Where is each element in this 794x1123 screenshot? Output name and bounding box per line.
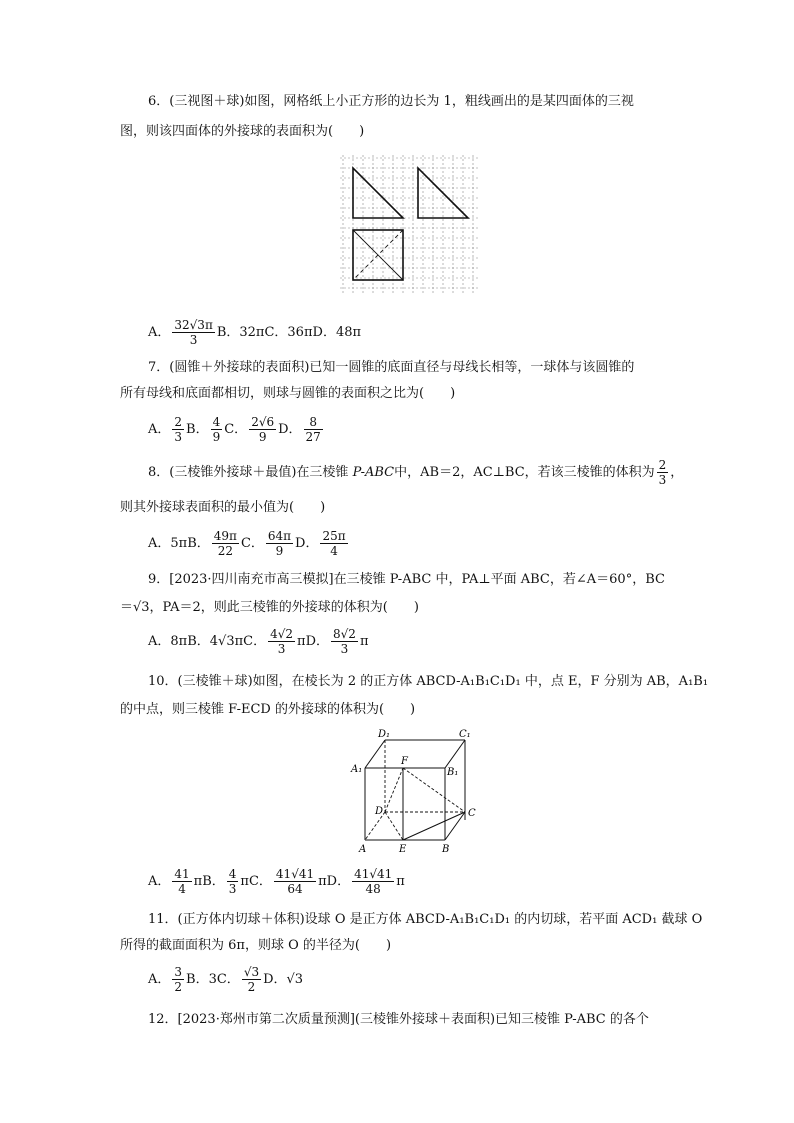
- q10-line1: 10．(三棱锥＋球)如图，在棱长为 2 的正方体 ABCD-A₁B₁C₁D₁ 中，点 E，F 分别为 AB，A₁B₁: [148, 674, 709, 689]
- q9-option-d-label[interactable]: D．: [305, 634, 330, 649]
- q7-option-a-fraction: [172, 415, 184, 444]
- q11-line2: 所得的截面面积为 6π，则球 O 的半径为( ): [120, 938, 392, 953]
- q10-option-c-fraction: [274, 867, 316, 896]
- q10-option-b-fraction: [227, 867, 239, 896]
- q6-option-a-label[interactable]: A．: [148, 325, 171, 340]
- q9-option-c-label[interactable]: C．: [243, 634, 267, 649]
- q9-option-b[interactable]: B．4√3π: [187, 634, 244, 649]
- numerator: 8: [304, 415, 323, 430]
- q11-option-c-fraction: [242, 965, 261, 994]
- numerator: 2: [174, 415, 183, 429]
- q11-option-a-fraction: [172, 965, 184, 994]
- numerator: 4√2: [270, 627, 294, 641]
- q10-option-b-suffix: π: [240, 874, 249, 889]
- q11-option-b[interactable]: B．3: [186, 972, 217, 987]
- denominator: 9: [258, 430, 267, 444]
- label-D: D: [375, 806, 384, 817]
- three-view-figure: [338, 153, 483, 298]
- numerator: 3: [174, 965, 183, 979]
- q7-option-c-fraction: [249, 415, 276, 444]
- label-D1: D₁: [378, 729, 391, 740]
- numerator: 4: [228, 867, 237, 881]
- label-B: B: [442, 844, 450, 855]
- q7-line1: 7．(圆锥＋外接球的表面积)已知一圆锥的底面直径与母线长相等，一球体与该圆锥的: [148, 360, 635, 375]
- q6-line1: 6．(三视图＋球)如图，网格纸上小正方形的边长为 1，粗线画出的是某四面体的三视: [148, 94, 634, 109]
- q8-option-b-label[interactable]: B．: [187, 536, 210, 551]
- denominator: 22: [217, 544, 233, 558]
- denominator: 27: [305, 430, 321, 444]
- q10-option-d-fraction: [352, 867, 394, 896]
- numerator: 25π: [322, 529, 346, 543]
- q8-option-c-fraction: [266, 529, 293, 558]
- q7-option-b-label[interactable]: B．: [186, 422, 209, 437]
- q6-line2: 图，则该四面体的外接球的表面积为( ): [120, 124, 365, 139]
- numerator: 49π: [213, 529, 237, 543]
- label-C1: C₁: [459, 729, 471, 740]
- q8-line2: 则其外接球表面积的最小值为( ): [120, 500, 326, 515]
- label-F: F: [401, 756, 408, 767]
- denominator: 3: [658, 473, 667, 487]
- label-A1: A₁: [351, 764, 363, 775]
- numerator: 32√3π: [174, 318, 213, 332]
- denominator: 9: [212, 430, 221, 444]
- q8-line1: 8．(三棱锥外接球＋最值)在三棱锥 P-ABC中，AB＝2，AC⊥BC，若该三棱锥的体积为 $\frac{2}{3}$ ，: [148, 458, 684, 487]
- numerator: 2√6: [251, 415, 275, 429]
- q7-option-d-fraction: [304, 415, 323, 444]
- q9-option-d-suffix: π: [359, 634, 369, 649]
- denominator: 48: [365, 882, 381, 896]
- numerator: 4: [212, 415, 221, 429]
- label-B1: B₁: [447, 767, 459, 778]
- q9-options: [148, 626, 368, 658]
- q9-option-c-fraction: [268, 627, 295, 656]
- denominator: 3: [228, 882, 237, 896]
- q11-options: [148, 964, 303, 996]
- q8-option-d-fraction: [320, 529, 347, 558]
- denominator: 2: [174, 980, 183, 994]
- q8-text-pre: 8．(三棱锥外接球＋最值)在三棱锥: [148, 465, 353, 480]
- q8-options: [148, 528, 350, 560]
- denominator: 4: [178, 882, 186, 896]
- q7-option-b-fraction: [211, 415, 223, 444]
- denominator: 64: [287, 882, 303, 896]
- q12-line1: 12．[2023·郑州市第二次质量预测](三棱锥外接球＋表面积)已知三棱锥 P-ABC 的各个: [148, 1012, 649, 1027]
- q6-option-c[interactable]: C．36π: [264, 325, 313, 340]
- q8-pyramid-name: P-ABC: [352, 465, 395, 480]
- q10-options: [148, 866, 405, 898]
- q7-line2: 所有母线和底面都相切，则球与圆锥的表面积之比为( ): [120, 386, 456, 401]
- denominator: 2: [247, 980, 256, 994]
- numerator: 41√41: [275, 867, 315, 881]
- denominator: 3: [277, 642, 286, 656]
- q9-option-c-suffix: π: [297, 634, 306, 649]
- q6-option-b[interactable]: B．32π: [216, 325, 265, 340]
- numerator: 41: [174, 867, 190, 881]
- q8-option-c-label[interactable]: C．: [240, 536, 264, 551]
- q10-option-a-label[interactable]: A．: [148, 874, 171, 889]
- q10-option-c-label[interactable]: C．: [248, 874, 272, 889]
- q10-option-d-suffix: π: [396, 874, 405, 889]
- q8-option-a[interactable]: A．5π: [148, 536, 188, 551]
- q8-option-b-fraction: [212, 529, 239, 558]
- label-A: A: [359, 844, 367, 855]
- denominator: 3: [189, 333, 198, 347]
- q10-option-a-suffix: π: [193, 874, 203, 889]
- denominator: 9: [275, 544, 284, 558]
- q7-option-c-label[interactable]: C．: [224, 422, 248, 437]
- q6-option-a-fraction: [172, 318, 214, 347]
- q10-option-b-label[interactable]: B．: [202, 874, 225, 889]
- numerator: 2: [658, 458, 667, 472]
- numerator: 41√41: [354, 867, 393, 881]
- label-E: E: [399, 844, 407, 855]
- denominator: 3: [174, 430, 183, 444]
- q9-line2: ＝√3，PA＝2，则此三棱锥的外接球的体积为( ): [120, 600, 419, 615]
- q9-line1: 9．[2023·四川南充市高三模拟]在三棱锥 P-ABC 中，PA⊥平面 ABC，若∠A＝60°，BC: [148, 572, 665, 587]
- q7-option-d-label[interactable]: D．: [278, 422, 302, 437]
- q8-volume-fraction: [657, 458, 669, 487]
- denominator: 4: [330, 544, 338, 558]
- denominator: 3: [340, 642, 349, 656]
- q10-option-d-label[interactable]: D．: [326, 874, 351, 889]
- q8-option-d-label[interactable]: D．: [295, 536, 319, 551]
- q7-option-a-label[interactable]: A．: [148, 422, 171, 437]
- numerator: 8√2: [333, 627, 356, 641]
- q11-line1: 11．(正方体内切球＋体积)设球 O 是正方体 ABCD-A₁B₁C₁D₁ 的内切球，若平面 ACD₁ 截球 O: [148, 912, 703, 927]
- numerator: √3: [243, 965, 260, 979]
- q10-option-a-fraction: [172, 867, 191, 896]
- q10-line2: 的中点，则三棱锥 F-ECD 的外接球的体积为( ): [120, 702, 416, 717]
- label-C: C: [468, 808, 476, 819]
- q10-option-c-suffix: π: [318, 874, 327, 889]
- q9-option-d-fraction: [331, 627, 358, 656]
- q6-option-d[interactable]: D．48π: [312, 325, 362, 340]
- q11-option-c-label[interactable]: C．: [216, 972, 240, 987]
- q9-option-a[interactable]: A．8π: [148, 634, 188, 649]
- q6-options: [148, 318, 361, 347]
- q7-options: [148, 414, 325, 446]
- numerator: 64π: [267, 529, 292, 543]
- q11-option-a-label[interactable]: A．: [148, 972, 171, 987]
- cube-figure: [345, 728, 480, 856]
- q8-text-mid: 中，AB＝2，AC⊥BC，若该三棱锥的体积为: [394, 465, 655, 480]
- q11-option-d[interactable]: D．√3: [263, 972, 304, 987]
